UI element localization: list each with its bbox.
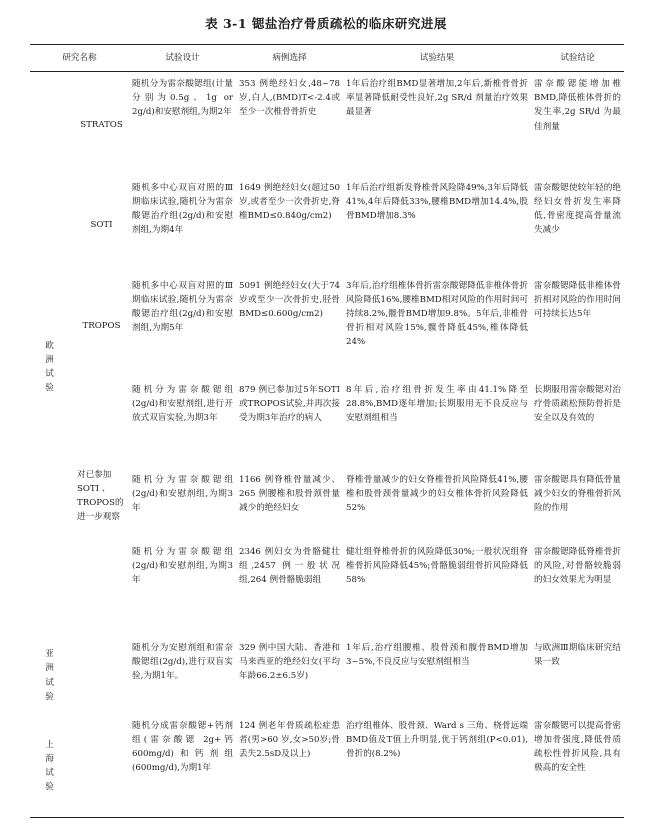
design-cell: 随机多中心双盲对照的Ⅲ期临床试验,随机分为雷奈酸锶治疗组(2g/d)和安慰剂组,为期4年	[132, 182, 234, 236]
results-cell: 健壮组脊椎骨折的风险降低30%;一般状况组脊椎骨折风险降低45%;骨骼脆弱组骨折风险降低58%	[346, 546, 529, 585]
clinical-research-table	[30, 44, 624, 818]
cases-cell: 1166 例脊椎骨量减少、265 例腰椎和股骨颈骨量减少的绝经妇女	[239, 474, 341, 513]
results-cell: 1年后治疗组BMD显著增加,2年后,新椎骨骨折率显著降低耐受性良好,2g SR/d 剂量治疗效果最显著	[346, 79, 529, 118]
cases-cell: 5091 例绝经妇女(大于74岁或至少一次骨折史,胫骨BMD≤0.600g/cm2)	[239, 280, 341, 319]
results-cell: 治疗组椎体、股骨颈、Ward s 三角、桡骨远端BMD值及T值上升明显,优于钙剂组(P<0.01),骨折的(8.2%)	[343, 714, 531, 818]
conclusion-cell: 长期服用雷奈酸锶对治疗骨质疏松预防骨折是安全以及有效的	[534, 384, 622, 423]
design-cell: 随机分为雷奈酸锶组(2g/d)和安慰剂组,为期3年	[132, 474, 234, 513]
study-name	[74, 378, 129, 468]
table-row	[30, 72, 624, 176]
cases-cell: 353 例绝经妇女,48~78岁,白人,(BMD)T<-2.4或至少一次椎骨骨折史	[239, 79, 341, 118]
conclusion-cell: 雷奈酸锶使较年轻的绝经妇女骨折发生率降低,骨密度提高骨量流失减少	[534, 182, 622, 236]
region-label-shanghai: 上海试验	[30, 714, 74, 818]
table-header-row	[30, 45, 624, 72]
results-cell: 8年后,治疗组骨折发生率由41.1%降至28.8%,BMD逐年增加;长期服用无不良反应与安慰剂组相当	[346, 384, 529, 423]
table-title: 表 3-1 锶盐治疗骨质疏松的临床研究进展	[205, 16, 447, 31]
table-row	[30, 176, 624, 274]
study-name: STRATOS	[80, 119, 123, 130]
header-cases: 病例选择	[236, 45, 343, 72]
conclusion-cell: 雷奈酸锶降低非椎体骨折相对风险的作用时间可持续长达5年	[534, 280, 622, 319]
table-row	[30, 636, 624, 714]
table-row	[30, 378, 624, 468]
conclusion-cell: 雷奈酸锶可以提高骨密增加骨强度,降低骨质疏松性骨折风险,具有极高的安全性	[531, 714, 624, 818]
study-name: SOTI	[90, 220, 113, 231]
conclusion-cell: 雷奈酸锶具有降低骨量减少妇女的脊椎骨折风险的作用	[534, 474, 622, 513]
cases-cell: 2346 例妇女为骨骼健壮组,2457 例一般状况组,264 例骨骼脆弱组	[239, 546, 341, 585]
cases-cell: 329 例中国大陆、香港和马来西亚的绝经妇女(平均年龄66.2±6.5岁)	[239, 642, 341, 681]
results-cell: 1年后,治疗组腰椎、股骨颈和髋骨BMD增加3~5%,不良反应与安慰剂组相当	[346, 642, 529, 667]
region-label-asia: 亚洲试验	[45, 649, 59, 702]
table-row	[30, 274, 624, 378]
design-cell: 随机分为雷奈酸锶组(2g/d)和安慰剂组,进行开放式双盲实验,为期3年	[132, 384, 234, 423]
study-name	[74, 636, 129, 714]
design-cell: 随机分成雷奈酸锶+钙剂组(雷奈酸锶 2g+钙600mg/d)和钙剂组(600mg/d),为期1年	[129, 714, 236, 818]
table-row	[30, 468, 624, 540]
header-study-name: 研究名称	[30, 45, 129, 72]
header-design: 试验设计	[129, 45, 236, 72]
header-conclusion: 试验结论	[531, 45, 624, 72]
results-cell: 脊椎骨量减少的妇女脊椎骨折风险降低41%,腰椎和股骨颈骨量减少的妇女椎体骨折风险降低52%	[346, 474, 529, 513]
design-cell: 随机分为雷奈酸锶组(计量分别为0.5g、1g or 2g/d)和安慰剂组,为期2年	[132, 79, 234, 118]
results-cell: 3年后,治疗组椎体骨折雷奈酸锶降低非椎体骨折风险降低16%,腰椎BMD相对风险的作用时间可持续8.2%,髋骨BMD增加9.8%。5年后,非椎骨骨折相对风险15%,髋骨降低45%,椎体降低24%	[346, 280, 529, 348]
design-cell: 随机分为雷奈酸锶组(2g/d)和安慰剂组,为期3年	[132, 546, 234, 585]
study-name	[74, 714, 129, 818]
region-label-europe: 欧洲试验	[45, 340, 59, 394]
table-row	[30, 714, 624, 818]
design-cell: 随机多中心双盲对照的Ⅲ期临床试验,随机分为雷奈酸锶治疗组(2g/d)和安慰剂组,为期5年	[132, 280, 234, 334]
header-results: 试验结果	[343, 45, 531, 72]
cases-cell: 879 例已参加过5年SOTI或TROPOS试验,并再次接受为期3年治疗的病人	[239, 384, 341, 423]
study-name: 对已参加SOTI 、TROPOS的进一步观察	[77, 469, 124, 523]
cases-cell: 124 例老年骨质疏松症患者(男>60 岁,女>50岁;骨丢失2.5sD及以上)	[236, 714, 343, 818]
cases-cell: 1649 例绝经妇女(超过50岁,或者至少一次骨折史,脊椎BMD≤0.840g/cm2)	[239, 182, 341, 221]
results-cell: 1年后治疗组新发脊椎骨风险降49%,3年后降低41%,4年后降低33%,腰椎BMD增加14.4%,股骨BMD增加8.3%	[346, 182, 529, 221]
design-cell: 随机分为安慰剂组和雷奈酸锶组(2g/d),进行双盲实验,为期1年。	[132, 642, 234, 681]
conclusion-cell: 与欧洲Ⅲ期临床研究结果一致	[534, 642, 622, 667]
conclusion-cell: 雷奈酸锶降低脊椎骨折的风险,对骨骼较脆弱的妇女效果尤为明显	[534, 546, 622, 585]
study-name: TROPOS	[82, 321, 121, 332]
conclusion-cell: 雷奈酸锶能增加椎BMD,降低椎体骨折的发生率,2g SR/d 为最佳剂量	[534, 79, 622, 132]
